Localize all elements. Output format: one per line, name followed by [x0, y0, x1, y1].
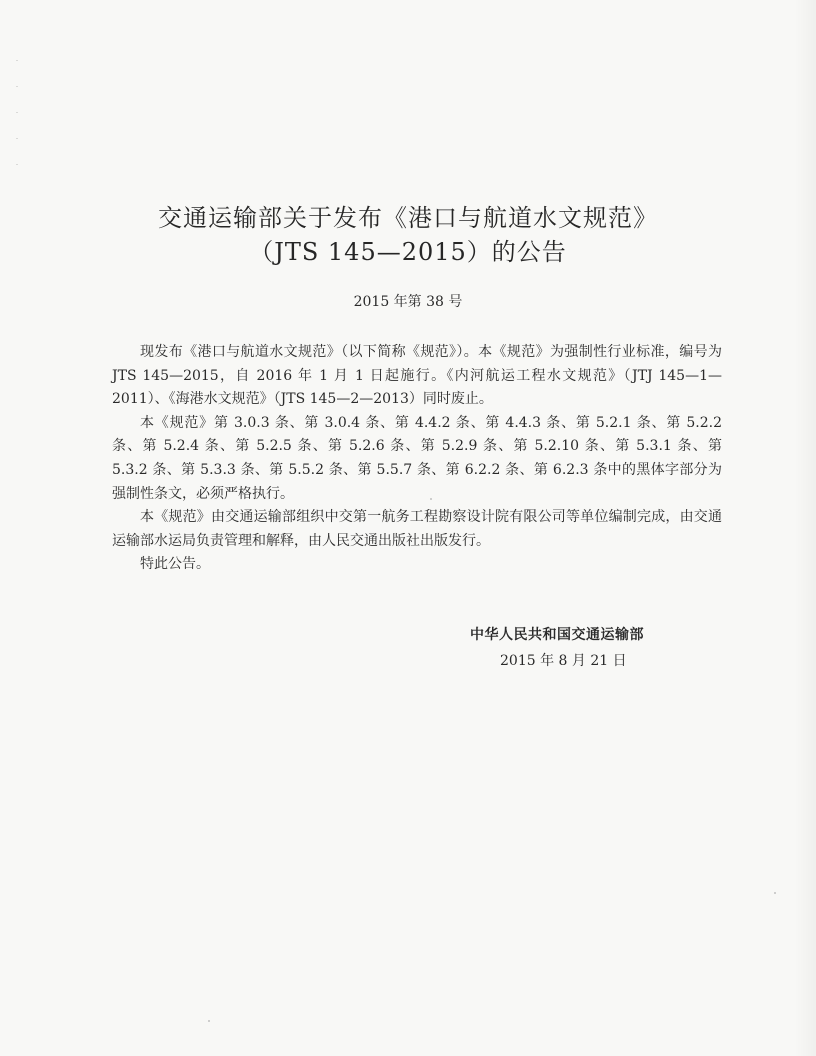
paragraph-closing: 特此公告。	[140, 556, 210, 573]
scan-speck	[774, 892, 776, 894]
paragraph-compilation: 本《规范》由交通运输部组织中交第一航务工程勘察设计院有限公司等单位编制完成，由交通运输部水运局负责管理和解释，由人民交通出版社出版发行。	[112, 509, 722, 549]
announcement-title-line-1: 交通运输部关于发布《港口与航道水文规范》	[158, 204, 658, 232]
issuing-authority: 中华人民共和国交通运输部	[470, 627, 644, 643]
paragraph-release: 现发布《港口与航道水文规范》（以下简称《规范》）。本《规范》为强制性行业标准，编号为 JTS 145—2015，自 2016 年 1 月 1 日起施行。《内河航运工程水文规范》（JTJ 145—1—2011）、《海港水文规范》（JTS 145—2—2013）同时废止。	[112, 344, 722, 408]
scan-speck	[430, 498, 432, 500]
announcement-title-line-2: （JTS 145—2015）的公告	[249, 238, 567, 266]
scan-speck	[208, 1020, 210, 1022]
paragraph-mandatory-clauses: 本《规范》第 3.0.3 条、第 3.0.4 条、第 4.4.2 条、第 4.4.3 条、第 5.2.1 条、第 5.2.2 条、第 5.2.4 条、第 5.2.5 条、第 5.2.6 条、第 5.2.9 条、第 5.2.10 条、第 5.3.1 条、第 5.3.2 条、第 5.3.3 条、第 5.5.2 条、第 5.5.7 条、第 6.2.2 条、第 6.2.3 条中的黑体字部分为强制性条文，必须严格执行。	[112, 414, 722, 502]
issue-date: 2015 年 8 月 21 日	[500, 653, 627, 669]
announcement-body	[112, 341, 722, 577]
document-number: 2015 年第 38 号	[353, 294, 463, 310]
scan-margin-marks	[16, 60, 18, 180]
page-edge-shadow	[794, 0, 816, 1056]
